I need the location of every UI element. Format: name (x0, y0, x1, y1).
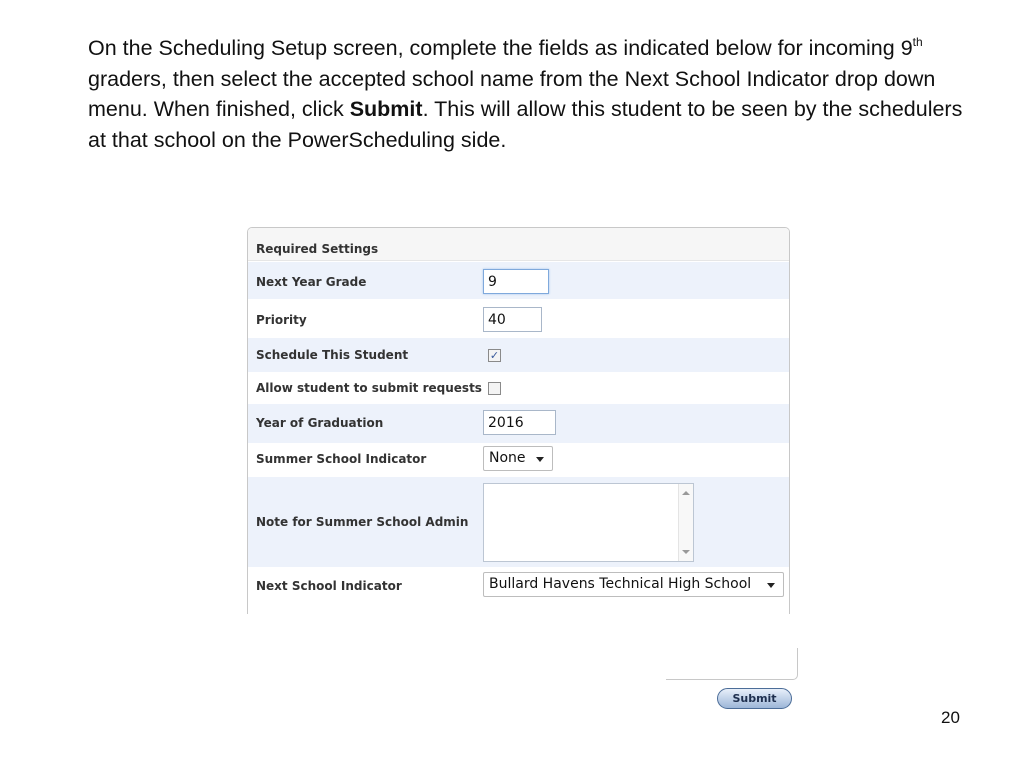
summer-note-textarea[interactable] (483, 483, 694, 562)
priority-label: Priority (256, 313, 307, 327)
row-schedule-student (248, 338, 789, 372)
scroll-down-icon[interactable] (682, 550, 690, 554)
textarea-scrollbar[interactable] (678, 484, 693, 561)
allow-submit-label: Allow student to submit requests (256, 381, 482, 395)
summer-school-label: Summer School Indicator (256, 452, 427, 466)
row-allow-submit (248, 372, 789, 404)
panel-corner-fragment (666, 648, 798, 680)
instructions-submit-bold: Submit (349, 97, 423, 121)
priority-input[interactable] (483, 307, 542, 332)
scroll-up-icon[interactable] (682, 491, 690, 495)
row-summer-school (248, 443, 789, 477)
next-school-select[interactable] (483, 572, 784, 597)
chevron-down-icon (536, 457, 544, 462)
row-next-year-grade (248, 262, 789, 299)
next-year-grade-input[interactable] (483, 269, 549, 294)
allow-submit-checkbox[interactable] (488, 382, 501, 395)
next-school-label: Next School Indicator (256, 579, 402, 593)
year-of-graduation-input[interactable] (483, 410, 556, 435)
row-priority (248, 299, 789, 338)
row-year-of-graduation (248, 404, 789, 443)
instructions-part2: graders, then select the accepted school name from the Next School Indicator drop down menu. When finished, click (88, 66, 936, 121)
summer-school-selected: None (489, 450, 526, 466)
superscript-th: th (912, 34, 923, 49)
instructions-part1: On the Scheduling Setup screen, complete the fields as indicated below for incoming 9 (88, 36, 913, 60)
next-year-grade-label: Next Year Grade (256, 275, 367, 289)
schedule-student-label: Schedule This Student (256, 348, 409, 362)
checkmark-icon: ✓ (489, 349, 500, 362)
row-next-school (248, 567, 789, 614)
summer-note-label: Note for Summer School Admin (256, 515, 469, 529)
submit-button[interactable]: Submit (717, 688, 792, 709)
instructions-text (88, 33, 968, 155)
panel-header: Required Settings (248, 228, 789, 261)
required-settings-panel (247, 227, 790, 614)
year-of-graduation-label: Year of Graduation (256, 416, 384, 430)
next-school-selected: Bullard Havens Technical High School (489, 576, 752, 592)
chevron-down-icon (767, 583, 775, 588)
instructions-part3: . This will allow this student to be seen by the schedulers at that school on the PowerScheduling side. (88, 97, 963, 152)
summer-school-select[interactable] (483, 446, 553, 471)
row-summer-note (248, 477, 789, 567)
schedule-student-checkbox[interactable] (488, 349, 501, 362)
page-number: 20 (941, 708, 960, 727)
